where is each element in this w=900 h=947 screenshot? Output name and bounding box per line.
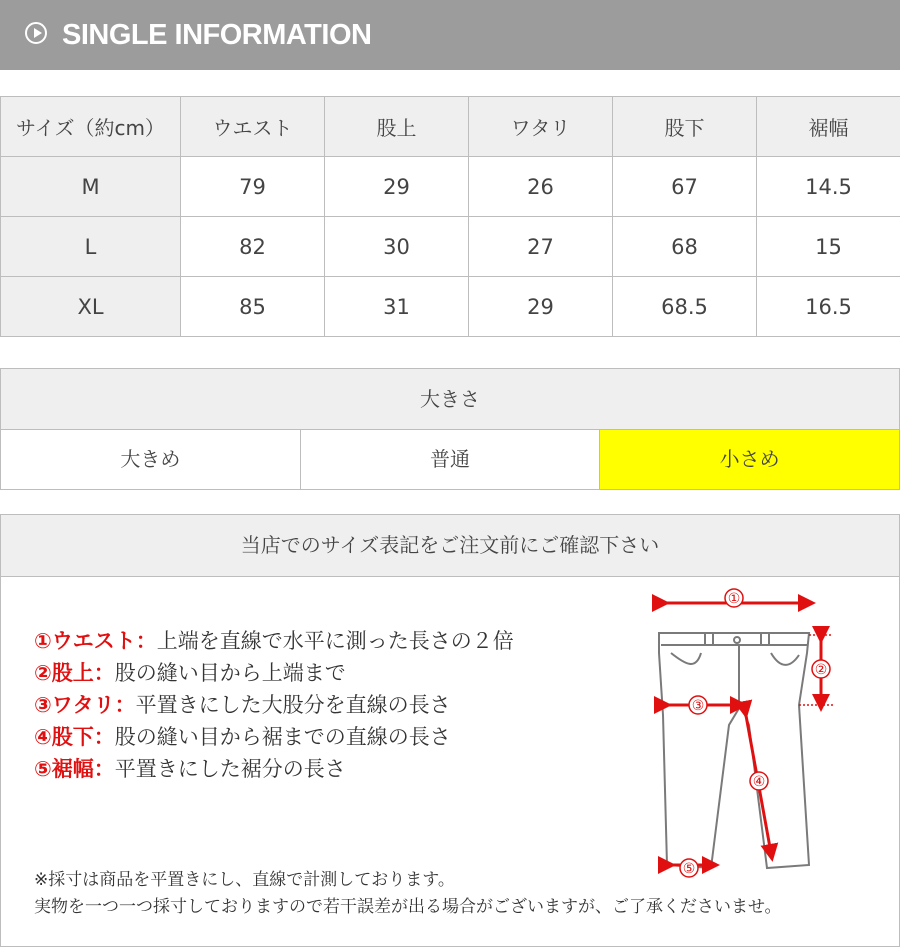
table-cell: 16.5: [757, 277, 900, 337]
definition-text: 平置きにした裾分の長さ: [114, 757, 346, 781]
section-header: [0, 0, 900, 70]
table-cell: 14.5: [757, 157, 900, 217]
diagram-label-1: ①: [727, 591, 741, 607]
table-row: [1, 217, 900, 277]
measurement-definitions: [34, 625, 514, 785]
size-table-header-row: [1, 97, 900, 157]
header-cell-size: サイズ（約cm）: [1, 97, 181, 157]
header-cell-thigh: ワタリ: [469, 97, 613, 157]
measurement-notes-box: [0, 514, 900, 947]
definition-hem: [34, 753, 514, 785]
size-label-cell: XL: [1, 277, 181, 337]
fit-title: 大きさ: [1, 369, 899, 430]
header-cell-waist: ウエスト: [181, 97, 325, 157]
header-cell-hem: 裾幅: [757, 97, 900, 157]
definition-key: ②股上：: [34, 661, 115, 685]
definition-text: 平置きにした大股分を直線の長さ: [135, 693, 451, 717]
remarks: [34, 867, 782, 921]
table-cell: 68.5: [613, 277, 757, 337]
table-cell: 31: [325, 277, 469, 337]
definition-key: ④股下：: [34, 725, 115, 749]
table-cell: 29: [469, 277, 613, 337]
table-cell: 79: [181, 157, 325, 217]
table-cell: 67: [613, 157, 757, 217]
header-cell-rise: 股上: [325, 97, 469, 157]
table-cell: 27: [469, 217, 613, 277]
remark-line: ※採寸は商品を平置きにし、直線で計測しております。: [34, 870, 455, 890]
table-row: [1, 277, 900, 337]
diagram-label-4: ④: [752, 774, 766, 790]
table-cell: 85: [181, 277, 325, 337]
definition-text: 股の縫い目から裾までの直線の長さ: [114, 725, 451, 749]
definition-key: ③ワタリ：: [34, 693, 136, 717]
table-cell: 29: [325, 157, 469, 217]
definition-key: ⑤裾幅：: [34, 757, 115, 781]
diagram-label-3: ③: [691, 698, 705, 714]
remark-line: 実物を一つ一つ採寸しておりますので若干誤差が出る場合がございますが、ご了承くださいませ。: [34, 897, 782, 917]
table-cell: 82: [181, 217, 325, 277]
section-title: SINGLE INFORMATION: [62, 19, 372, 51]
header-cell-inseam: 股下: [613, 97, 757, 157]
size-label-cell: M: [1, 157, 181, 217]
table-cell: 15: [757, 217, 900, 277]
size-label-cell: L: [1, 217, 181, 277]
fit-option-normal: 普通: [301, 430, 601, 489]
fit-option-large: 大きめ: [1, 430, 301, 489]
pants-outline: [659, 633, 809, 868]
fit-option-small: 小さめ: [600, 430, 899, 489]
pants-measurement-diagram: [641, 585, 846, 885]
definition-waist: [34, 625, 514, 657]
table-row: [1, 157, 900, 217]
definition-inseam: [34, 721, 514, 753]
play-circle-icon: [25, 22, 47, 44]
definition-text: 股の縫い目から上端まで: [114, 661, 346, 685]
diagram-label-5: ⑤: [682, 861, 696, 877]
table-cell: 30: [325, 217, 469, 277]
table-cell: 68: [613, 217, 757, 277]
fit-table: [0, 368, 900, 490]
definition-key: ①ウエスト：: [34, 629, 157, 653]
definition-text: 上端を直線で水平に測った長さの２倍: [156, 629, 514, 653]
table-cell: 26: [469, 157, 613, 217]
notes-title: 当店でのサイズ表記をご注文前にご確認下さい: [1, 515, 899, 577]
size-table: [0, 96, 900, 337]
definition-thigh: [34, 689, 514, 721]
definition-rise: [34, 657, 514, 689]
diagram-label-2: ②: [814, 662, 828, 678]
fit-options-row: [1, 430, 899, 489]
